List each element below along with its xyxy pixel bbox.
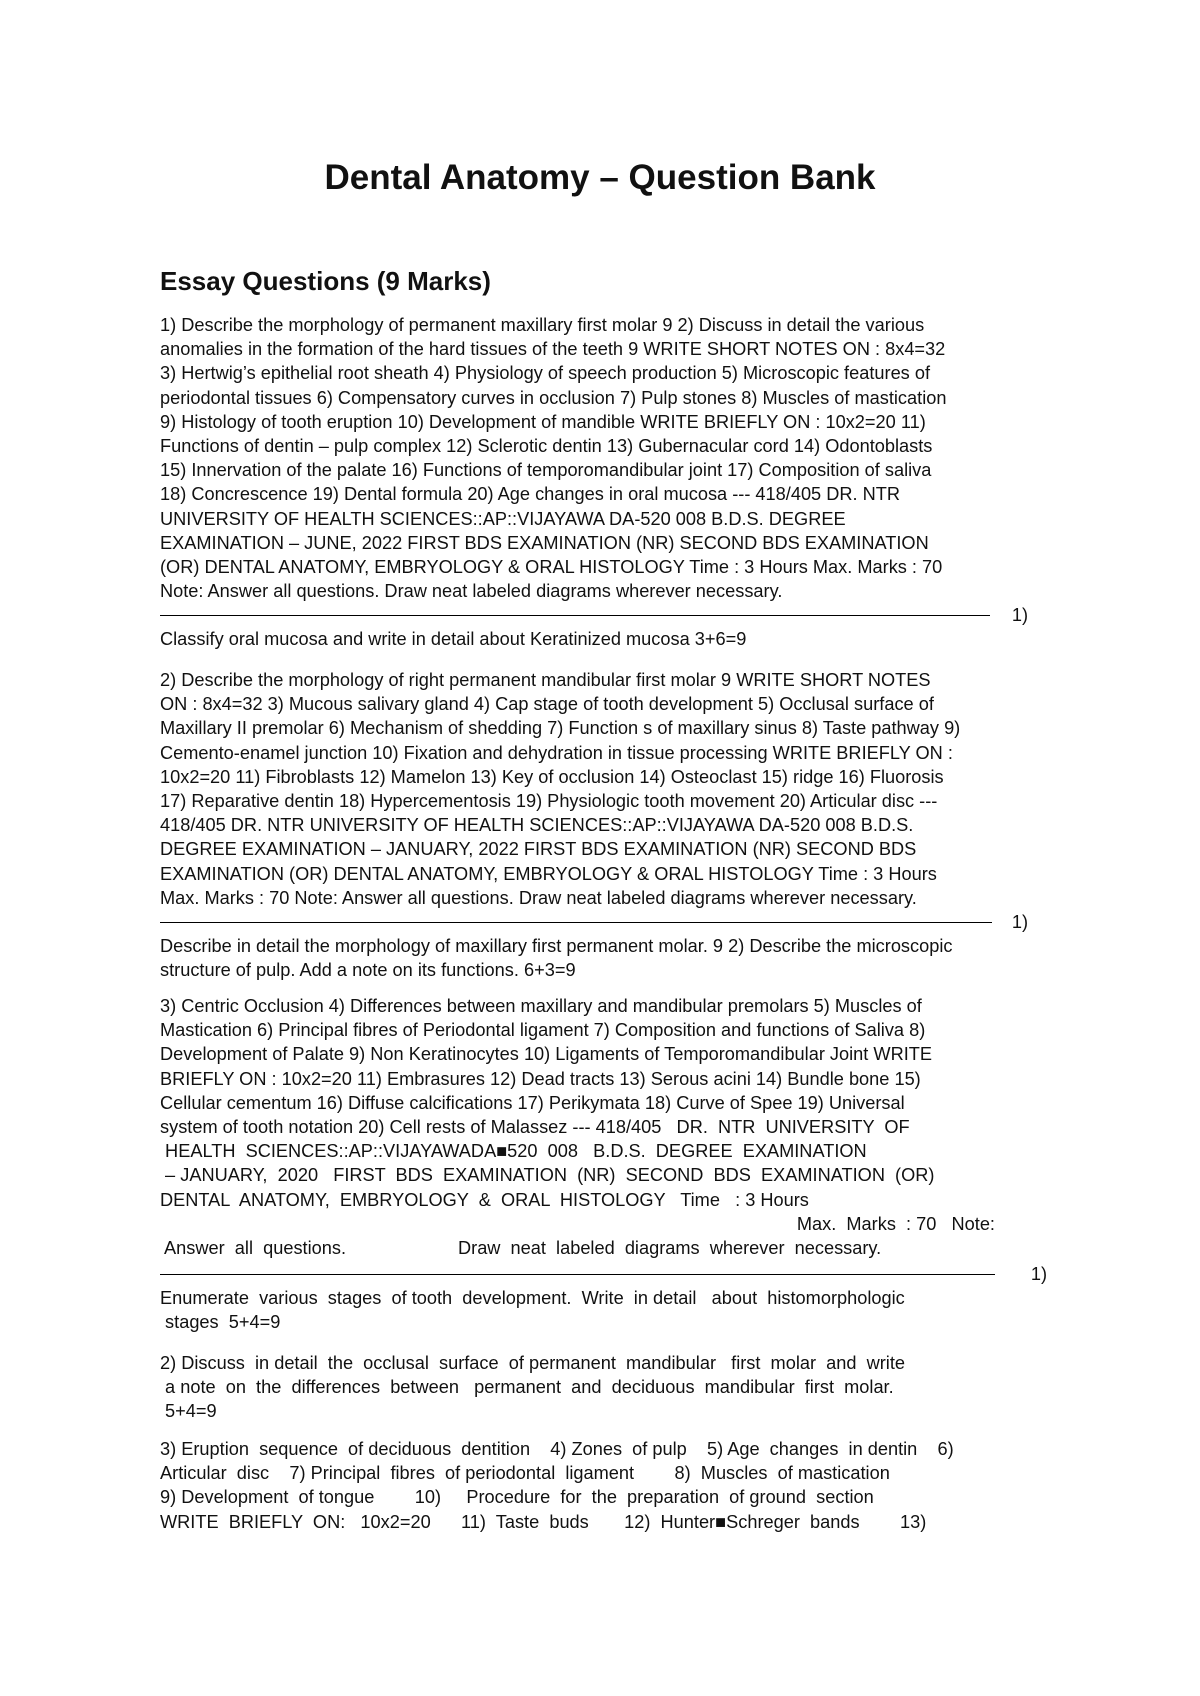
note-right: Draw neat labeled diagrams wherever necessary. xyxy=(458,1238,882,1259)
separator-rule xyxy=(160,615,990,616)
note-left: Answer all questions. xyxy=(160,1238,347,1259)
text-line: Enumerate various stages of tooth development. Write in detail about histomorphologic xyxy=(160,1288,905,1309)
text-line: BRIEFLY ON : 10x2=20 11) Embrasures 12) Dead tracts 13) Serous acini 14) Bundle bone 15) xyxy=(160,1068,921,1089)
text-line: Note: Answer all questions. Draw neat labeled diagrams wherever necessary. xyxy=(160,581,783,602)
text-line: EXAMINATION – JUNE, 2022 FIRST BDS EXAMINATION (NR) SECOND BDS EXAMINATION xyxy=(160,532,929,553)
text-line: 3) Hertwig’s epithelial root sheath 4) Physiology of speech production 5) Microscopic features of xyxy=(160,363,930,384)
text-line: Development of Palate 9) Non Keratinocytes 10) Ligaments of Temporomandibular Joint WRITE xyxy=(160,1044,932,1065)
text-line: Max. Marks : 70 Note: Answer all questions. Draw neat labeled diagrams wherever necessary. xyxy=(160,887,917,908)
question-number: 1) xyxy=(1011,912,1028,933)
text-line: system of tooth notation 20) Cell rests of Malassez --- 418/405 DR. NTR UNIVERSITY OF xyxy=(160,1117,910,1138)
text-line: 2) Describe the morphology of right permanent mandibular first molar 9 WRITE SHORT NOTES xyxy=(160,670,931,690)
question-block-2020-q3 xyxy=(160,1437,1050,1534)
text-line: Articular disc 7) Principal fibres of periodontal ligament 8) Muscles of mastication xyxy=(160,1463,890,1484)
text-line: anomalies in the formation of the hard tissues of the teeth 9 WRITE SHORT NOTES ON : 8x4=32 xyxy=(160,339,946,360)
text-line: UNIVERSITY OF HEALTH SCIENCES::AP::VIJAYAWA DA-520 008 B.D.S. DEGREE xyxy=(160,508,846,529)
text-line: ON : 8x4=32 3) Mucous salivary gland 4) Cap stage of tooth development 5) Occlusal surface of xyxy=(160,694,934,715)
question-number: 1) xyxy=(1011,605,1028,626)
text-line: Describe in detail the morphology of maxillary first permanent molar. 9 2) Describe the microscopic xyxy=(160,936,953,957)
text-line: 17) Reparative dentin 18) Hypercementosis 19) Physiologic tooth movement 20) Articular disc --- xyxy=(160,791,938,812)
text-line: – JANUARY, 2020 FIRST BDS EXAMINATION (NR) SECOND BDS EXAMINATION (OR) xyxy=(160,1165,935,1186)
text-line: a note on the differences between permanent and deciduous mandibular first molar. xyxy=(160,1377,894,1398)
text-line: structure of pulp. Add a note on its functions. 6+3=9 xyxy=(160,960,576,981)
text-line: Cemento-enamel junction 10) Fixation and dehydration in tissue processing WRITE BRIEFLY ON : xyxy=(160,742,953,763)
question-block-2022-january xyxy=(160,668,1050,982)
text-line: periodontal tissues 6) Compensatory curves in occlusion 7) Pulp stones 8) Muscles of mastication xyxy=(160,387,947,408)
question-number: 1) xyxy=(1030,1264,1047,1285)
question-block-2020-q2 xyxy=(160,1351,1050,1424)
text-line: (OR) DENTAL ANATOMY, EMBRYOLOGY & ORAL HISTOLOGY Time : 3 Hours Max. Marks : 70 xyxy=(160,557,943,578)
text-line: 18) Concrescence 19) Dental formula 20) Age changes in oral mucosa --- 418/405 DR. NTR xyxy=(160,484,900,505)
separator-rule xyxy=(160,1274,995,1275)
text-line: 10x2=20 11) Fibroblasts 12) Mamelon 13) Key of occlusion 14) Osteoclast 15) ridge 16) Fluorosis xyxy=(160,766,944,787)
text-line: Maxillary II premolar 6) Mechanism of shedding 7) Function s of maxillary sinus 8) Taste pathway 9) xyxy=(160,718,961,739)
text-line: 3) Centric Occlusion 4) Differences between maxillary and mandibular premolars 5) Muscles of xyxy=(160,996,922,1016)
text-line: DENTAL ANATOMY, EMBRYOLOGY & ORAL HISTOLOGY Time : 3 Hours xyxy=(160,1189,809,1210)
page-title: Dental Anatomy – Question Bank xyxy=(324,158,876,197)
section-heading: Essay Questions (9 Marks) xyxy=(160,266,491,296)
separator-rule xyxy=(160,922,992,923)
text-line: 3) Eruption sequence of deciduous dentition 4) Zones of pulp 5) Age changes in dentin 6) xyxy=(160,1439,954,1459)
separator-row xyxy=(160,603,1028,627)
text-line: EXAMINATION (OR) DENTAL ANATOMY, EMBRYOLOGY & ORAL HISTOLOGY Time : 3 Hours xyxy=(160,863,937,884)
text-line: 15) Innervation of the palate 16) Functions of temporomandibular joint 17) Composition of saliva xyxy=(160,460,932,481)
question-block-2020-january xyxy=(160,994,1050,1334)
text-line: 418/405 DR. NTR UNIVERSITY OF HEALTH SCIENCES::AP::VIJAYAWA DA-520 008 B.D.S. xyxy=(160,815,914,836)
text-line: stages 5+4=9 xyxy=(160,1312,281,1333)
text-line: 9) Development of tongue 10) Procedure for the preparation of ground section xyxy=(160,1487,874,1508)
text-line: Mastication 6) Principal fibres of Periodontal ligament 7) Composition and functions of Saliva 8) xyxy=(160,1020,926,1041)
text-line: Functions of dentin – pulp complex 12) Sclerotic dentin 13) Gubernacular cord 14) Odontoblasts xyxy=(160,436,933,457)
text-line: 1) Describe the morphology of permanent maxillary first molar 9 2) Discuss in detail the various xyxy=(160,315,925,335)
note-line xyxy=(160,1236,1050,1260)
text-line: Cellular cementum 16) Diffuse calcifications 17) Perikymata 18) Curve of Spee 19) Universal xyxy=(160,1092,905,1113)
separator-row xyxy=(160,1260,1047,1286)
text-line: 9) Histology of tooth eruption 10) Development of mandible WRITE BRIEFLY ON : 10x2=20 11) xyxy=(160,411,926,432)
separator-row xyxy=(160,910,1028,934)
text-line: WRITE BRIEFLY ON: 10x2=20 11) Taste buds 12) Hunter■Schreger bands 13) xyxy=(160,1511,927,1532)
text-line: DEGREE EXAMINATION – JANUARY, 2022 FIRST BDS EXAMINATION (NR) SECOND BDS xyxy=(160,839,917,860)
text-line: HEALTH SCIENCES::AP::VIJAYAWADA■520 008 B.D.S. DEGREE EXAMINATION xyxy=(160,1141,867,1162)
text-line: 2) Discuss in detail the occlusal surface of permanent mandibular first molar and write xyxy=(160,1353,905,1373)
text-line: 5+4=9 xyxy=(160,1401,217,1422)
text-line: Max. Marks : 70 Note: xyxy=(796,1213,995,1234)
question-block-2022-june xyxy=(160,313,1050,652)
text-line: Classify oral mucosa and write in detail about Keratinized mucosa 3+6=9 xyxy=(160,629,747,650)
